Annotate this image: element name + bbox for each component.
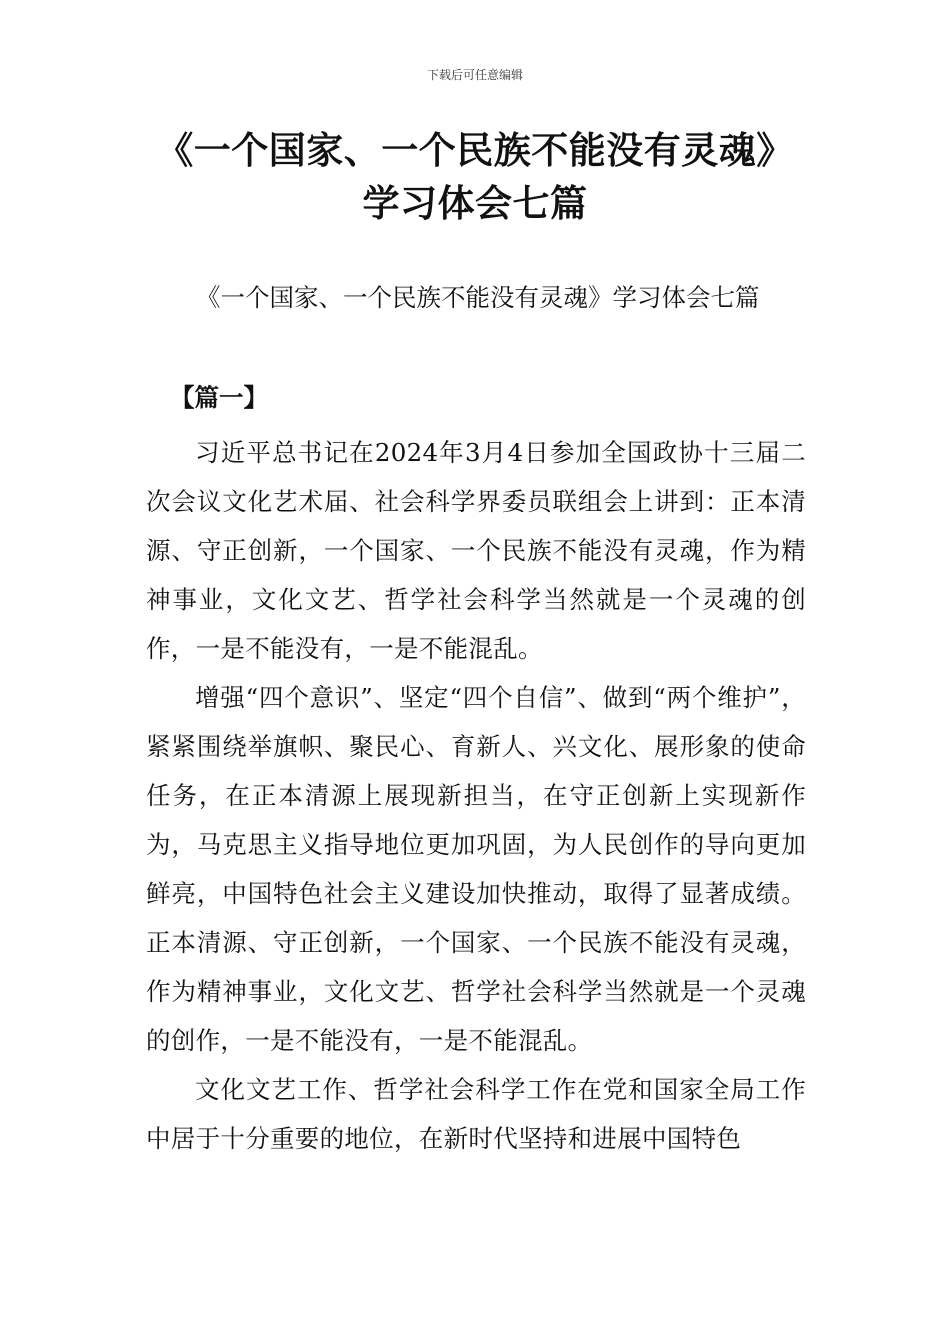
document-subtitle: 《一个国家、一个民族不能没有灵魂》学习体会七篇: [196, 283, 760, 312]
paragraph: 增强“四个意识”、坚定“四个自信”、做到“两个维护”，紧紧围绕举旗帜、聚民心、育新人、兴文化、展形象的使命任务，在正本清源上展现新担当，在守正创新上实现新作为，马克思主义指导地位更加巩固，为人民创作的导向更加鲜亮，中国特色社会主义建设加快推动，取得了显著成绩。正本清源、守正创新，一个国家、一个民族不能没有灵魂，作为精神事业，文化文艺、哲学社会科学当然就是一个灵魂的创作，一是不能没有，一是不能混乱。: [146, 683, 806, 1055]
body-text: [146, 428, 806, 1163]
paragraph: 习近平总书记在2024年3月4日参加全国政协十三届二次会议文化艺术届、社会科学界委员联组会上讲到：正本清源、守正创新，一个国家、一个民族不能没有灵魂，作为精神事业，文化文艺、哲学社会科学当然就是一个灵魂的创作，一是不能没有，一是不能混乱。: [146, 438, 806, 663]
paragraph: 文化文艺工作、哲学社会科学工作在党和国家全局工作中居于十分重要的地位，在新时代坚持和进展中国特色: [146, 1075, 806, 1153]
section-heading: 【篇一】: [170, 383, 268, 412]
header-note: 下载后可任意编辑: [426, 68, 523, 82]
document-title: 《一个国家、一个民族不能没有灵魂》学习体会七篇: [156, 129, 794, 225]
